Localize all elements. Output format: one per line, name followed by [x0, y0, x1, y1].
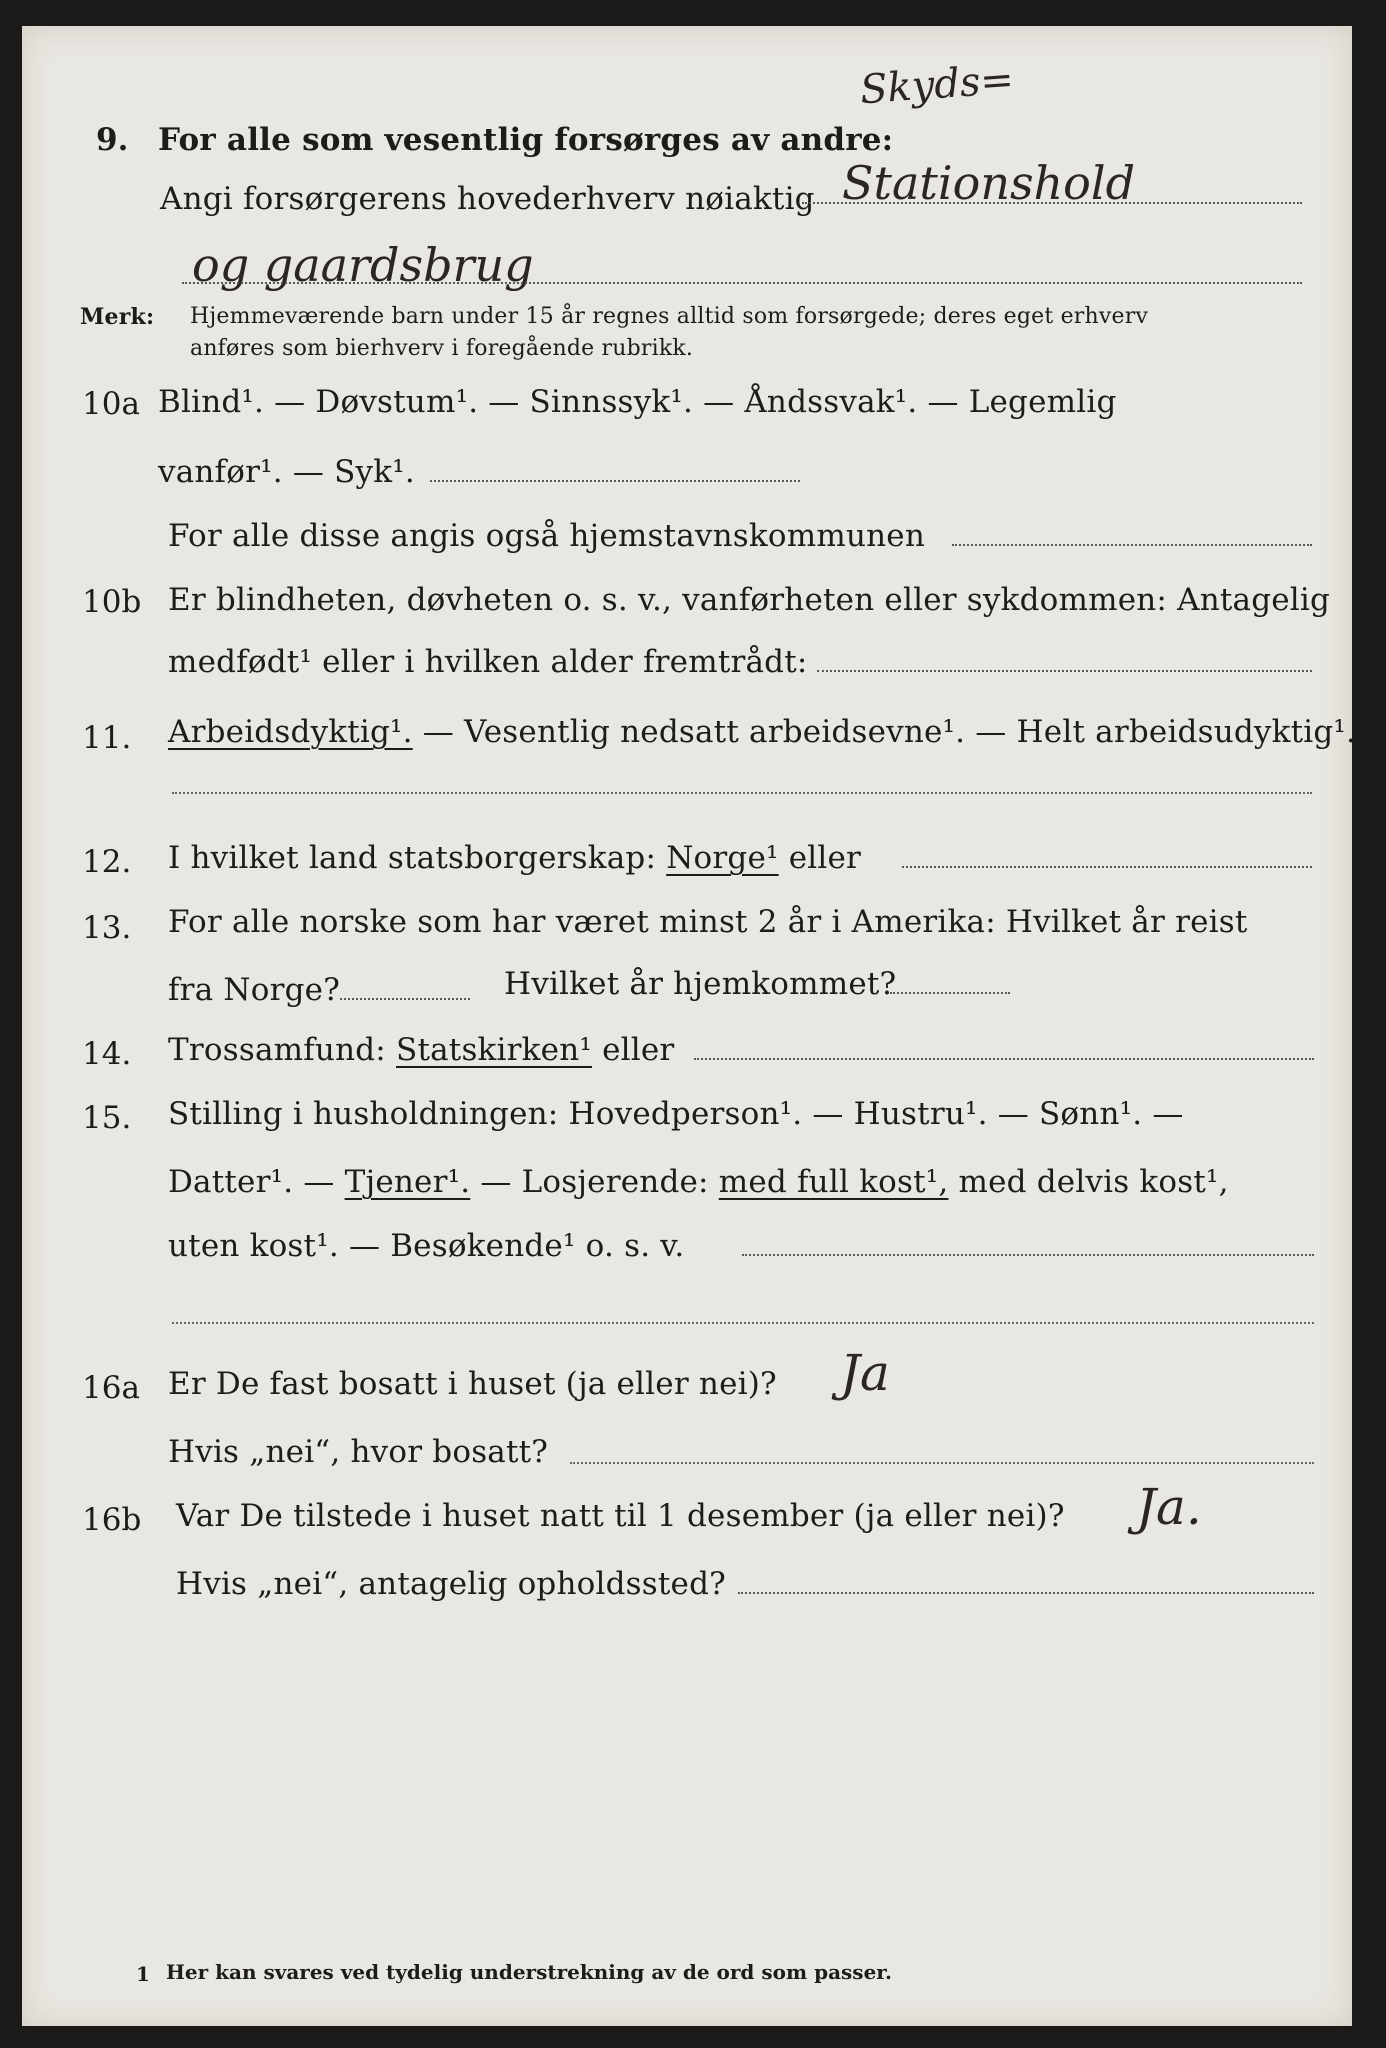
q10a-answer-line-1	[430, 480, 800, 482]
q12-pre: I hvilket land statsborgerskap:	[168, 840, 657, 876]
q15-line1: Stilling i husholdningen: Hovedperson¹. — Hustru¹. — Sønn¹. —	[168, 1096, 1184, 1132]
q16b-number: 16b	[82, 1502, 142, 1538]
handwritten-answer-16a: Ja	[840, 1344, 890, 1402]
q9-answer-line-2	[182, 282, 1302, 284]
q14-pre: Trossamfund:	[168, 1032, 386, 1068]
q11-option-arbeidsdyktig[interactable]: Arbeidsdyktig¹.	[168, 714, 413, 750]
handwritten-occupation-2: og gaardsbrug	[192, 238, 534, 292]
q12-post: eller	[788, 840, 862, 876]
q15-option-full-kost[interactable]: med full kost¹,	[718, 1164, 949, 1200]
q15-number: 15.	[82, 1100, 132, 1136]
q15-datter: Datter¹. —	[168, 1164, 335, 1200]
q16a-answer-line	[570, 1462, 1314, 1464]
q14-answer-line	[694, 1058, 1314, 1060]
q16b-answer-line	[738, 1592, 1314, 1594]
q15-delvis-kost: med delvis kost¹,	[958, 1164, 1229, 1200]
q13-answer-line-1	[340, 998, 470, 1000]
q15-answer-line-1	[742, 1254, 1314, 1256]
q13-line1: For alle norske som har været minst 2 år i Amerika: Hvilket år reist	[168, 904, 1248, 940]
q16a-line1: Er De fast bosatt i huset (ja eller nei)?	[168, 1366, 777, 1402]
q10b-line1: Er blindheten, døvheten o. s. v., vanførheten eller sykdommen: Antagelig	[168, 582, 1331, 618]
q14-post: eller	[602, 1032, 675, 1068]
q12-answer-line	[902, 866, 1312, 868]
q10a-line2: vanfør¹. — Syk¹.	[158, 454, 415, 490]
q10a-line1: Blind¹. — Døvstum¹. — Sinnssyk¹. — Åndssvak¹. — Legemlig	[158, 384, 1117, 420]
q15-option-tjener[interactable]: Tjener¹.	[344, 1164, 471, 1200]
handwritten-answer-16b: Ja.	[1136, 1478, 1202, 1536]
q11-number: 11.	[82, 720, 132, 756]
q16b-line2: Hvis „nei“, antagelig opholdssted?	[176, 1566, 726, 1602]
q10a-line3: For alle disse angis også hjemstavnskommunen	[168, 518, 925, 554]
q9-line2: Angi forsørgerens hovederhverv nøiaktig	[160, 181, 815, 217]
q16b-line1: Var De tilstede i huset natt til 1 desember (ja eller nei)?	[176, 1498, 1065, 1534]
q11-line	[168, 714, 1356, 750]
q10b-line2: medfødt¹ eller i hvilken alder fremtrådt:	[168, 644, 808, 680]
census-form-page	[22, 26, 1357, 2026]
q9-line1: For alle som vesentlig forsørges av andre:	[158, 122, 894, 158]
q15-answer-line-2	[172, 1322, 1314, 1324]
q16a-line2: Hvis „nei“, hvor bosatt?	[168, 1434, 549, 1470]
q13-answer-line-2	[890, 992, 1010, 994]
q13-line2b: Hvilket år hjemkommet?	[504, 966, 897, 1002]
merk-line1: Hjemmeværende barn under 15 år regnes alltid som forsørgede; deres eget erhverv	[190, 304, 1149, 329]
merk-line2: anføres som bierhverv i foregående rubrikk.	[190, 336, 694, 361]
q11-answer-line	[172, 792, 1312, 794]
q12-number: 12.	[82, 844, 132, 880]
q16a-number: 16a	[82, 1370, 140, 1406]
footnote-mark: 1	[136, 1962, 150, 1986]
q14-line	[168, 1032, 674, 1068]
q13-line2a: fra Norge?	[168, 972, 341, 1008]
q14-option-statskirken[interactable]: Statskirken¹	[396, 1032, 592, 1068]
handwritten-occupation-1: Stationshold	[842, 156, 1136, 210]
q9-answer-line-1	[802, 202, 1302, 204]
q10b-number: 10b	[82, 584, 142, 620]
q9-number: 9.	[96, 122, 129, 158]
q11-rest: — Vesentlig nedsatt arbeidsevne¹. — Helt arbeidsudyktig¹.	[422, 714, 1357, 750]
q15-line2	[168, 1164, 1229, 1200]
handwritten-top-note: Skyds=	[858, 56, 1016, 114]
merk-label: Merk:	[80, 304, 155, 330]
q10b-answer-line	[817, 670, 1312, 672]
q15-losjerende: — Losjerende:	[480, 1164, 709, 1200]
footnote-text: Her kan svares ved tydelig understrekning av de ord som passer.	[166, 1960, 892, 1984]
q10a-number: 10a	[82, 386, 140, 422]
q15-line3: uten kost¹. — Besøkende¹ o. s. v.	[168, 1228, 685, 1264]
q12-option-norge[interactable]: Norge¹	[666, 840, 779, 876]
q14-number: 14.	[82, 1036, 132, 1072]
q12-line	[168, 840, 861, 876]
q13-number: 13.	[82, 910, 132, 946]
q10a-answer-line-2	[952, 544, 1312, 546]
